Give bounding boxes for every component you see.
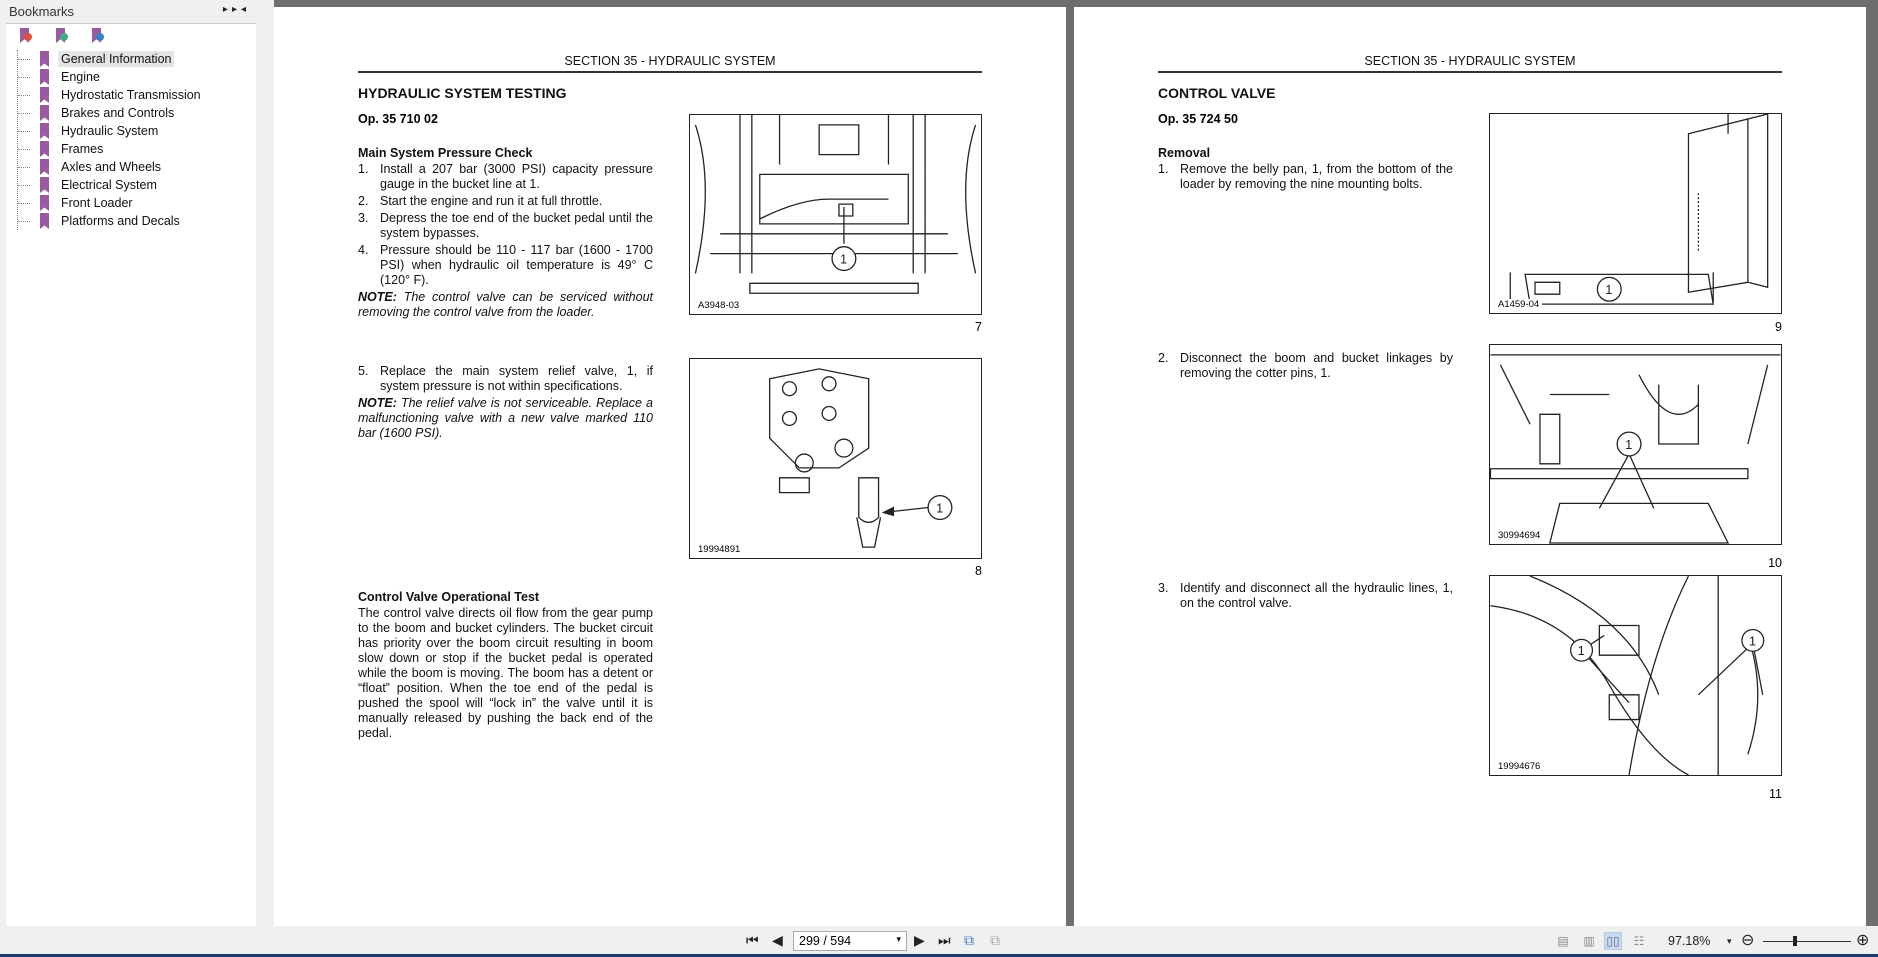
figure-code: 30994694	[1498, 530, 1543, 541]
bookmark-icon	[40, 69, 49, 85]
step: 4. Pressure should be 110 - 117 bar (1600 - 1700 PSI) when hydraulic oil temperature is 49° C (120° F).	[358, 243, 653, 287]
zoom-in-icon[interactable]: ⊕	[1856, 932, 1870, 949]
add-bookmark-icon[interactable]	[54, 28, 68, 44]
previous-view-icon[interactable]: ⧉	[964, 932, 974, 948]
figure-7-illustration	[689, 114, 982, 315]
bookmark-label: Hydrostatic Transmission	[61, 88, 201, 102]
expand-panel-icon[interactable]: ▸▸	[222, 4, 241, 15]
figure-code: 19994676	[1498, 761, 1543, 772]
bookmark-label: Brakes and Controls	[61, 106, 175, 120]
svg-text:1: 1	[1577, 643, 1585, 659]
step: 1. Remove the belly pan, 1, from the bottom of the loader by removing the nine mounting bolts.	[1158, 162, 1453, 191]
op-number: Op. 35 724 50	[1158, 112, 1238, 126]
figure-8-illustration	[689, 358, 982, 559]
section-title: CONTROL VALVE	[1158, 85, 1276, 101]
section-header: SECTION 35 - HYDRAULIC SYSTEM	[1158, 54, 1782, 73]
op-number: Op. 35 710 02	[358, 112, 438, 126]
bookmark-label: Hydraulic System	[61, 124, 159, 138]
bookmark-icon	[40, 87, 49, 103]
section-header: SECTION 35 - HYDRAULIC SYSTEM	[358, 54, 982, 73]
zoom-level[interactable]: 97.18%	[1668, 934, 1711, 948]
bookmark-icon	[40, 123, 49, 139]
collapse-panel-icon[interactable]: ◂	[240, 4, 250, 15]
bookmark-label: Axles and Wheels	[61, 160, 162, 174]
go-to-bookmark-icon[interactable]	[90, 28, 104, 44]
bookmark-label: Electrical System	[61, 178, 157, 192]
bookmarks-panel	[0, 0, 258, 926]
svg-text:1: 1	[935, 500, 944, 516]
step-2: 2. Disconnect the boom and bucket linkages by removing the cotter pins, 1.	[1158, 351, 1453, 380]
svg-text:1: 1	[1625, 436, 1633, 452]
next-view-icon[interactable]: ⧉	[990, 932, 1000, 948]
bookmarks-title: Bookmarks	[9, 3, 75, 19]
bookmarks-header	[0, 0, 258, 22]
figure-code: 19994891	[698, 544, 743, 555]
bookmark-tools	[6, 24, 256, 48]
bookmark-icon	[40, 195, 49, 211]
figure-9-illustration	[1489, 113, 1782, 314]
step: 2. Start the engine and run it at full throttle.	[358, 194, 603, 208]
pressure-check-section	[358, 146, 653, 320]
two-page-view-icon[interactable]: ▯▯	[1604, 932, 1622, 950]
page-dropdown-icon: ▾	[896, 934, 901, 944]
relief-valve-section	[358, 364, 653, 441]
bookmark-icon	[40, 141, 49, 157]
page-left	[274, 7, 1066, 926]
svg-text:1: 1	[1605, 282, 1613, 298]
bookmark-item[interactable]	[28, 50, 256, 68]
previous-page-button[interactable]: ◀	[772, 932, 783, 948]
bookmark-item[interactable]	[28, 194, 256, 212]
bookmark-item[interactable]	[28, 212, 256, 230]
subheading: Control Valve Operational Test	[358, 590, 540, 604]
bookmark-label: Front Loader	[61, 196, 133, 210]
zoom-slider-thumb[interactable]	[1793, 936, 1797, 946]
bookmark-tree	[17, 50, 256, 230]
bookmark-label: General Information	[58, 51, 174, 67]
figure-10-illustration	[1489, 344, 1782, 545]
note: NOTE: The relief valve is not serviceable. Replace a malfunctioning valve with a new valve marked 110 bar (1600 PSI).	[358, 396, 653, 440]
page-right	[1074, 7, 1866, 926]
bookmark-item[interactable]	[28, 122, 256, 140]
bookmark-icon	[40, 51, 49, 67]
svg-text:1: 1	[839, 251, 848, 267]
figure-code: A3948-03	[698, 300, 742, 311]
figure-code: A1459-04	[1498, 299, 1542, 310]
bookmark-label: Platforms and Decals	[61, 214, 180, 228]
page-number-input[interactable]: 299 / 594 ▾	[793, 931, 907, 951]
bookmark-icon	[40, 105, 49, 121]
bookmark-item[interactable]	[28, 158, 256, 176]
last-page-button[interactable]: ⏭	[938, 932, 951, 948]
zoom-dropdown-icon[interactable]: ▾	[1727, 936, 1732, 946]
first-page-button[interactable]: ⏮	[746, 932, 759, 948]
bookmark-item[interactable]	[28, 104, 256, 122]
panel-splitter[interactable]	[258, 0, 274, 926]
two-page-continuous-view-icon[interactable]: ☷	[1633, 934, 1645, 948]
step-3: 3. Identify and disconnect all the hydraulic lines, 1, on the control valve.	[1158, 581, 1453, 610]
subheading: Removal	[1158, 146, 1211, 160]
figure-number: 10	[1768, 556, 1782, 570]
delete-bookmark-icon[interactable]	[18, 28, 32, 44]
bookmark-label: Engine	[61, 70, 100, 84]
bookmark-item[interactable]	[28, 140, 256, 158]
figure-11-illustration	[1489, 575, 1782, 776]
figure-number: 8	[975, 564, 982, 578]
figure-number: 7	[975, 320, 982, 334]
bookmarks-tree-container	[6, 23, 256, 926]
panel-controls	[223, 4, 250, 15]
step: 5. Replace the main system relief valve, 1, if system pressure is not within specifications.	[358, 364, 653, 393]
zoom-slider[interactable]	[1763, 941, 1851, 942]
document-view	[274, 0, 1878, 926]
bookmark-icon	[40, 177, 49, 193]
step: 3. Depress the toe end of the bucket pedal until the system bypasses.	[358, 211, 653, 240]
subheading: Main System Pressure Check	[358, 146, 533, 160]
next-page-button[interactable]: ▶	[914, 932, 925, 948]
section-title: HYDRAULIC SYSTEM TESTING	[358, 85, 567, 101]
bottom-toolbar	[0, 926, 1878, 957]
removal-section	[1158, 146, 1453, 194]
bookmark-icon	[40, 159, 49, 175]
figure-number: 11	[1769, 787, 1782, 801]
single-page-view-icon[interactable]: ▤	[1557, 934, 1569, 948]
note: NOTE: The control valve can be serviced without removing the control valve from the loader.	[358, 290, 653, 319]
operational-test-section	[358, 590, 653, 741]
bookmark-item[interactable]	[28, 86, 256, 104]
paragraph: The control valve directs oil flow from the gear pump to the boom and bucket cylinders. The bucket circuit has priority over the boom circuit resulting in boom slow down or stop if the bucket pedal is operated while the boom is moving. The boom has a detent or “float” position. When the toe end of the pedal is pushed the spool will “lock in” the valve until it is manually released by pushing the back end of the pedal.	[358, 606, 653, 740]
step: 1. Install a 207 bar (3000 PSI) capacity pressure gauge in the bucket line at 1.	[358, 162, 653, 191]
bookmark-item[interactable]	[28, 68, 256, 86]
zoom-out-icon[interactable]: ⊖	[1741, 932, 1755, 949]
bookmark-label: Frames	[61, 142, 104, 156]
figure-number: 9	[1775, 320, 1782, 334]
svg-text:1: 1	[1748, 633, 1757, 649]
continuous-view-icon[interactable]: ▥	[1583, 934, 1595, 948]
bookmark-icon	[40, 213, 49, 229]
bookmark-item[interactable]	[28, 176, 256, 194]
